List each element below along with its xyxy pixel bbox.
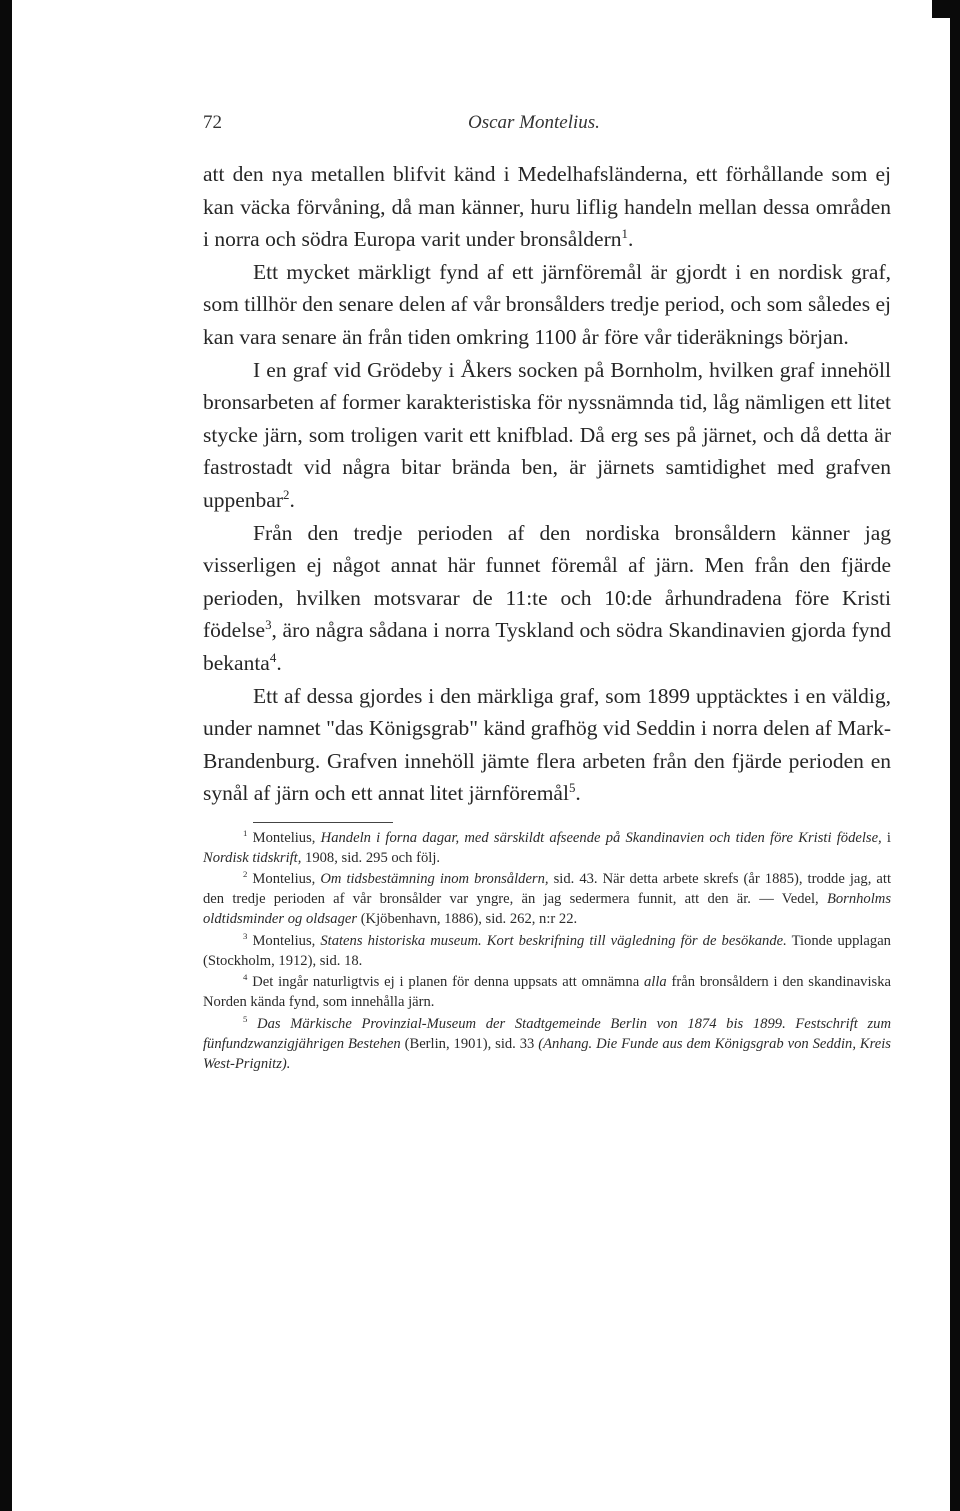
footnote <box>203 829 891 869</box>
italic-run: Om tidsbestämning inom bronsåldern, <box>320 871 549 888</box>
footnote <box>203 973 891 1013</box>
scan-border-right <box>950 0 960 1511</box>
text-run: Ett af dessa gjordes i den märkliga graf, som 1899 upptäcktes i en väldig, under namnet "das Königsgrab" känd grafhög vid Seddin i norra delen af Mark-Brandenburg. Grafven innehöll jämte flera arbeten från den fjärde perioden en synål af järn och ett annat litet järnföremål <box>203 683 891 806</box>
footnote-ref: 5 <box>568 781 576 796</box>
paragraph <box>203 517 891 680</box>
text-run: , äro några sådana i norra Tyskland och södra Skandinavien gjorda fynd bekanta <box>203 618 891 675</box>
text-run: (Kjöbenhavn, 1886), sid. 262, n:r 22. <box>357 911 578 928</box>
footnote <box>203 870 891 929</box>
text-run: Montelius, <box>247 829 321 846</box>
italic-run: Bornholms oldtidsminder og oldsager <box>203 891 891 928</box>
scan-border-left <box>0 0 12 1511</box>
footnote-number: 5 <box>243 1014 248 1025</box>
italic-run: Statens historiska museum. Kort beskrifning till vägledning för de besökande. <box>320 932 787 949</box>
footnote-number: 1 <box>243 828 248 839</box>
footnote-ref: 2 <box>283 487 290 502</box>
text-run: I en graf vid Grödeby i Åkers socken på Bornholm, hvilken graf innehöll bronsarbeten af former karakteristiska för nyssnämnda tid, låg nämligen ett litet stycke järn, som troligen varit ett knifblad. Då erg ses på järnet, och då detta är fastrostadt vid några bitar brända ben, är järnets samtidighet med grafven uppenbar <box>203 357 891 512</box>
text-run: Från den tredje perioden af den nordiska bronsåldern känner jag visserligen ej något annat här funnet föremål af järn. Men från den fjärde perioden, hvilken motsvarar de 11:te och 10:de århundradena före Kristi födelse <box>203 520 891 643</box>
footnote <box>203 1015 891 1074</box>
scan-corner-mark <box>932 0 950 18</box>
italic-run: alla <box>644 974 667 991</box>
text-run: Montelius, <box>247 871 321 888</box>
text-run: 1908, sid. 295 och följ. <box>301 849 441 866</box>
text-run: att den nya metallen blifvit känd i Medelhafsländerna, ett förhållande som ej kan väcka förvåning, då man känner, huru liflig handeln mellan dessa områden i norra och södra Europa varit under bronsåldern <box>203 162 891 252</box>
footnote <box>203 932 891 972</box>
text-run <box>247 1016 257 1032</box>
italic-run: Handeln i forna dagar, med särskildt afseende på Skandinavien och tiden före Kristi födelse, <box>320 829 882 846</box>
body-text <box>203 158 891 810</box>
text-run: Montelius, <box>247 932 321 949</box>
footnote-number: 3 <box>243 931 248 941</box>
page-header <box>203 112 891 146</box>
text-run: i <box>881 829 891 846</box>
running-head: Oscar Montelius. <box>468 112 600 133</box>
footnote-number: 4 <box>243 972 248 983</box>
footnote-ref: 3 <box>265 618 272 633</box>
text-run: (Berlin, 1901), sid. 33 <box>400 1035 539 1052</box>
paragraph <box>203 680 891 810</box>
italic-run: Nordisk tidskrift, <box>203 849 302 866</box>
paragraph: Ett mycket märkligt fynd af ett järnföremål är gjordt i en nordisk graf, som tillhör den senare delen af vår bronsålders tredje period, och som således ej kan vara senare än från tiden omkring 1100 år före vår tideräknings början. <box>203 259 891 349</box>
footnotes <box>203 829 891 1075</box>
text-run: Tionde upplagan (Stockholm, 1912), sid. 18. <box>203 932 891 969</box>
footnote-ref: 4 <box>269 650 277 665</box>
text-run: Det ingår naturligtvis ej i planen för denna uppsats att omnämna <box>247 974 644 991</box>
footnote-divider <box>253 822 393 823</box>
paragraph <box>203 354 891 517</box>
text-run: från bronsåldern i den skandinaviska Norden kända fynd, som innehålla järn. <box>203 974 891 1011</box>
italic-run: Das Märkische Provinzial-Museum der Stadtgemeinde Berlin von 1874 bis 1899. Festschrift zum fünfundzwanzigjährigen Bestehen <box>203 1016 891 1052</box>
text-run: . <box>276 650 282 675</box>
text-run: . <box>627 227 634 252</box>
italic-run: (Anhang. Die Funde aus dem Königsgrab von Seddin, Kreis West-Prignitz). <box>203 1035 891 1072</box>
footnote-ref: 1 <box>621 227 628 242</box>
paragraph <box>203 158 891 256</box>
text-run: . <box>575 781 581 806</box>
page-number: 72 <box>203 112 222 133</box>
footnote-number: 2 <box>243 869 248 880</box>
book-page <box>203 112 891 1076</box>
text-run: sid. 43. När detta arbete skrefs (år 1885), trodde jag, att den tredje perioden af vår bronsålder var yngre, än jag sedermera funnit, att den är. — Vedel, <box>203 871 891 908</box>
text-run: . <box>289 487 295 512</box>
